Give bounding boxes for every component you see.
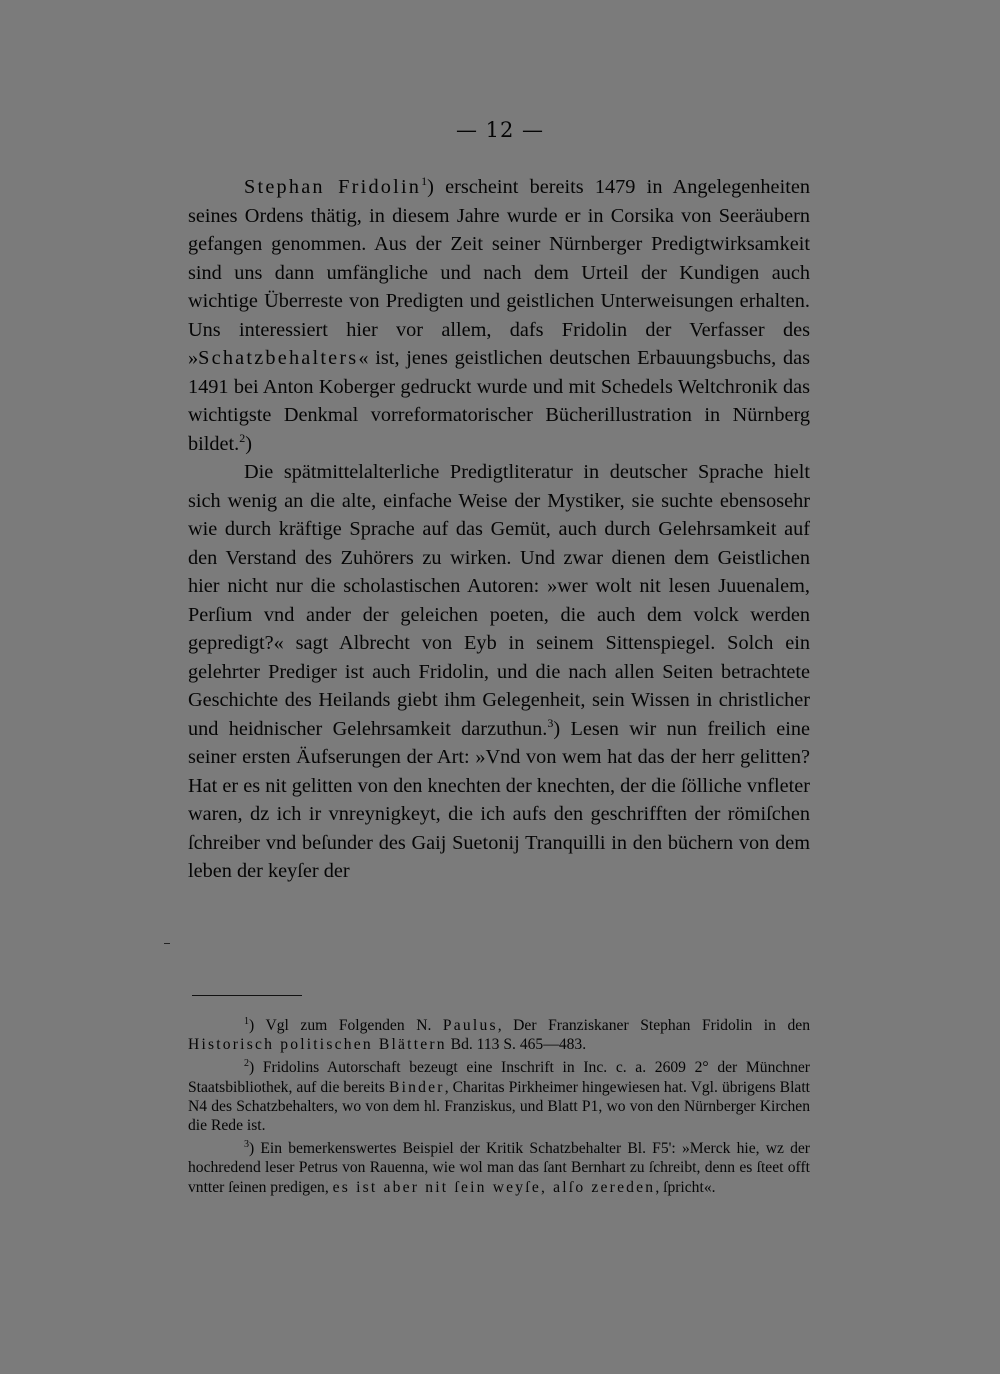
author-name: Stephan Fridolin bbox=[244, 176, 422, 198]
footnote-1-author: Paulus bbox=[442, 1017, 498, 1034]
footnote-1-text-a: ) Vgl zum Folgenden N. bbox=[249, 1017, 443, 1034]
footnote-1 bbox=[188, 1016, 810, 1054]
footnote-2-mark: 2 bbox=[244, 1058, 249, 1070]
footnote-1-text-b: , Der Franziskaner Stephan Fridolin in den bbox=[497, 1017, 810, 1034]
footnote-3-text-a: ) Ein bemerkenswertes Beispiel der Kritik Schatzbehalter Bl. F5': »Merck hie, wz der hochredend leser Petrus von Rauenna, wie wol man das ſant Bernhart zu ſchreibt, denn es ſteet offt vntter ſeinen predigen, bbox=[188, 1140, 810, 1196]
footnote-2 bbox=[188, 1058, 810, 1135]
paragraph-1: Stephan Fridolin$^1$) erscheint bereits 1479 in Angelegenheiten seines Ordens thätig, in diesem Jahre wurde er in Corsika von Seeräubern gefangen genommen. Aus der Zeit seiner Nürnberger Predigtwirksamkeit sind uns dann umfängliche und nach dem Urteil der Kundigen auch wichtige Überreste von Predigten und geistlichen Unterweisungen erhalten. Uns interessiert hier vor allem, dafs Fridolin der Verfasser des »Schatzbehalters« ist, jenes geistlichen deutschen Erbauungsbuchs, das 1491 bei Anton Koberger gedruckt wurde und mit Schedels Weltchronik das wichtigste Denkmal vorreformatorischer Bücherillustration in Nürnberg bildet.$^2$) bbox=[188, 174, 810, 455]
margin-mark bbox=[164, 943, 170, 944]
paragraph-2-text-b: Lesen wir nun freilich eine seiner ersten Äufserungen der Art: »Vnd von wem hat das der herr gelitten? Hat er es nit gelitten von den knechten der knechten, der die ſölliche vnfleter waren, dz ich ir vnreynigkeyt, die ich aufs den geschrifften der römiſchen ſchreiber vnd beſunder des Gaij Suetonij Tranquilli in den büchern von dem leben der keyſer der bbox=[188, 717, 810, 882]
footnote-3 bbox=[188, 1139, 810, 1197]
footnote-ref-1: 1 bbox=[421, 174, 428, 189]
footnote-1-journal: Historisch politischen Blättern bbox=[188, 1036, 447, 1054]
paragraph-2-text-a: Die spätmittelalterliche Predigtliteratur in deutscher Sprache hielt sich wenig an die alte, einfache Weise der Mystiker, sie suchte ebensosehr wie durch kräftige Sprache auf das Gemüt, auch durch Gelehrsamkeit auf den Verstand des Zuhörers zu wirken. Und zwar dienen dem Geistlichen hier nicht nur die scholastischen Autoren: »wer wolt nit lesen Juuenalem, Perſium vnd ander der geleichen poeten, die auch dem volck werden gepredigt?« sagt Albrecht von Eyb in seinem Sittenspiegel. Solch ein gelehrter Prediger ist auch Fridolin, und die nach allen Seiten betrachtete Geschichte des Heilands giebt ihm Gelegenheit, sein Wissen in christlicher und heidnischer Gelehrsamkeit darzuthun. bbox=[188, 461, 810, 740]
paragraph-2: Die spätmittelalterliche Predigtliteratur in deutscher Sprache hielt sich wenig an die alte, einfache Weise der Mystiker, sie suchte ebensosehr wie durch kräftige Sprache auf das Gemüt, auch durch Gelehrsamkeit auf den Verstand des Zuhörers zu wirken. Und zwar dienen dem Geistlichen hier nicht nur die scholastischen Autoren: »wer wolt nit lesen Juuenalem, Perſium vnd ander der geleichen poeten, die auch dem volck werden gepredigt?« sagt Albrecht von Eyb in seinem Sittenspiegel. Solch ein gelehrter Prediger ist auch Fridolin, und die nach allen Seiten betrachtete Geschichte des Heilands giebt ihm Gelegenheit, sein Wissen in christlicher und heidnischer Gelehrsamkeit darzuthun.$^3$) Lesen wir nun freilich eine seiner ersten Äufserungen der Art: »Vnd von wem hat das der herr gelitten? Hat er es nit gelitten von den knechten der knechten, der die ſölliche vnfleter waren, dz ich ir vnreynigkeyt, die ich aufs den geschrifften der römiſchen ſchreiber vnd beſunder des Gaij Suetonij Tranquilli in den büchern von dem leben der keyſer der bbox=[188, 461, 810, 882]
book-title: Schatzbehalters bbox=[198, 347, 359, 369]
footnote-3-emphasis: es ist aber nit ſein weyſe, alſo zereden bbox=[332, 1178, 656, 1196]
paragraph-1-text-b: « ist, jenes geistlichen deutschen Erbauungsbuchs, das 1491 bei Anton Koberger gedruckt wurde und mit Schedels Weltchronik das wichtigste Denkmal vorreformatorischer Bücherillustration in Nürnberg bildet. bbox=[188, 347, 810, 455]
page-number: — 12 — bbox=[455, 118, 545, 142]
footnote-2-text-b: , Charitas Pirkheimer hingewiesen hat. Vgl. übrigens Blatt N4 des Schatzbehalters, wo von dem hl. Franziskus, und Blatt P1, wo von den Nürnberger Kirchen die Rede ist. bbox=[188, 1078, 810, 1135]
footnote-ref-2: 2 bbox=[239, 430, 246, 445]
footnote-1-mark: 1 bbox=[244, 1015, 249, 1027]
paragraph-1-text-a: erscheint bereits 1479 in Angelegenheiten seines Ordens thätig, in diesem Jahre wurde er in Corsika von Seeräubern gefangen genommen. Aus der Zeit seiner Nürnberger Predigtwirksamkeit sind uns dann umfängliche und nach dem Urteil der Kundigen auch wichtige Überreste von Predigten und geistlichen Unterweisungen erhalten. Uns interessiert hier vor allem, dafs Fridolin der Verfasser des » bbox=[188, 176, 810, 369]
main-text bbox=[188, 173, 810, 886]
footnote-3-text-b: , ſpricht«. bbox=[655, 1178, 716, 1196]
footnote-2-text-a: ) Fridolins Autorschaft bezeugt eine Inschrift in Inc. c. a. 2609 2° der Münchner Staatsbibliothek, auf die bereits bbox=[188, 1059, 810, 1096]
footnote-3-mark: 3 bbox=[244, 1139, 249, 1151]
footnote-1-text-c: Bd. 113 S. 465—483. bbox=[446, 1036, 587, 1054]
footnote-divider bbox=[192, 995, 302, 996]
footnote-ref-3: 3 bbox=[547, 715, 554, 730]
footnotes bbox=[188, 1016, 810, 1201]
footnote-2-author: Binder bbox=[389, 1078, 445, 1096]
